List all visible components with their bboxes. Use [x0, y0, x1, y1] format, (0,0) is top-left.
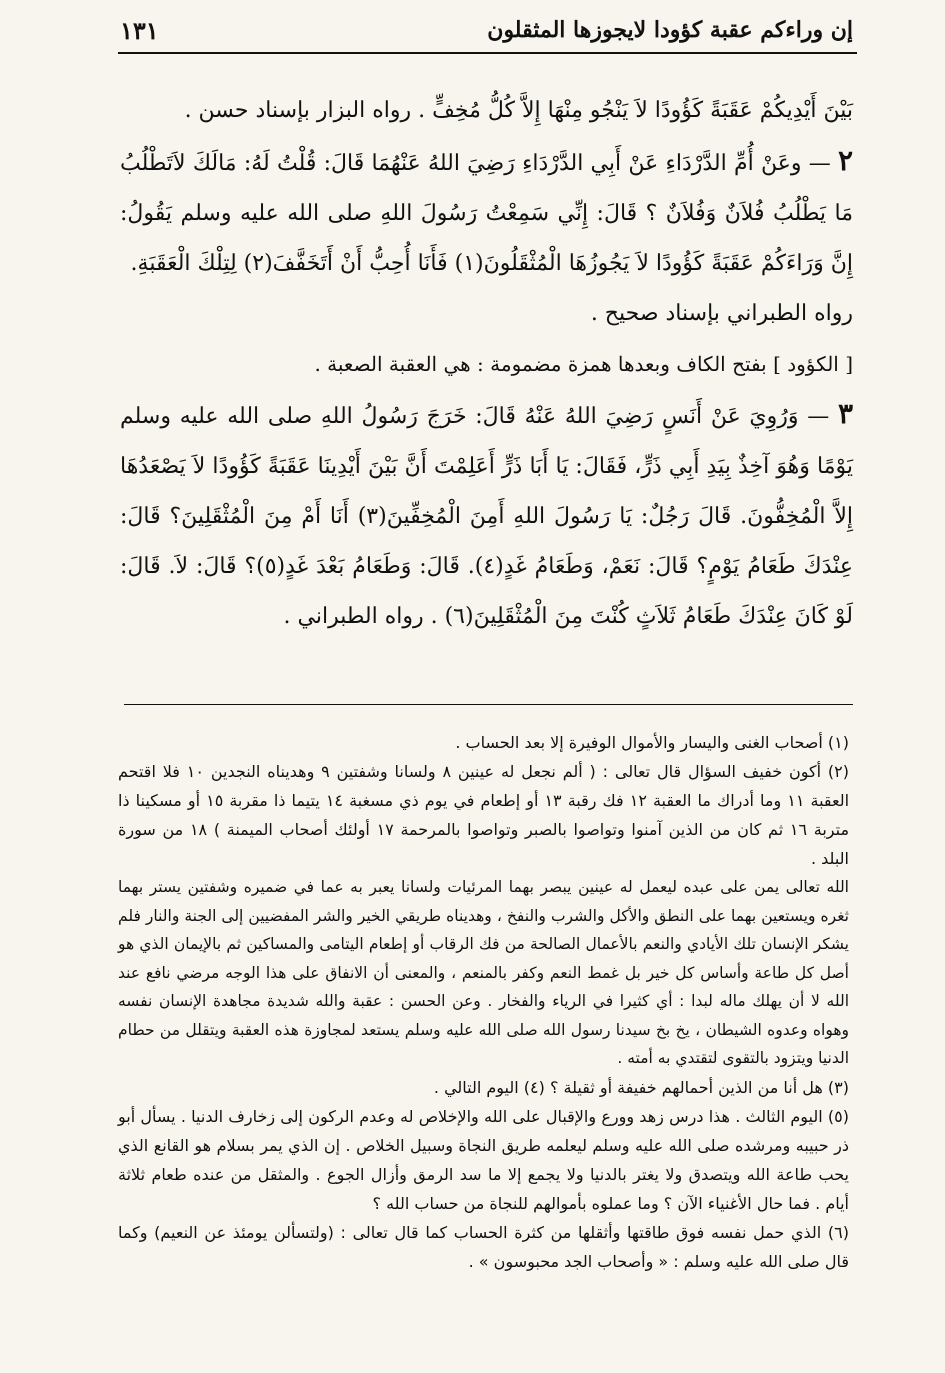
page-header: [120, 12, 853, 48]
footnote-1: (١) أصحاب الغنى واليسار والأموال الوفيرة إلا بعد الحساب .: [455, 733, 849, 752]
footnote-rule: [124, 704, 853, 705]
footnote-6: (٦) الذي حمل نفسه فوق طاقتها وأثقلها من كثرة الحساب كما قال تعالى : (ولتسألن يومئذ عن النعيم) وكما قال صلى الله عليه وسلم : « وأصحاب الجد محبوسون » .: [118, 1222, 849, 1271]
header-rule: [118, 52, 857, 54]
hadith-number: ٣: [837, 397, 853, 430]
hadith-3: [120, 389, 853, 642]
footnote-2: (٢) أكون خفيف السؤال قال تعالى : ( ألم نجعل له عينين ٨ ولسانا وشفتين ٩ وهديناه النجدين ١٠ فلا اقتحم العقبة ١١ وما أدراك ما العقبة ١٢ فك رقبة ١٣ أو إطعام في يوم ذي مسغبة ١٤ يتيما ذا مقربة ١٥ أو مسكينا ذا متربة ١٦ ثم كان من الذين آمنوا وتواصوا بالصبر وتواصوا بالمرحمة ١٧ أولئك أصحاب الميمنة ) ١٨ من سورة البلد .: [118, 762, 850, 868]
page-number: ١٣١: [120, 15, 159, 45]
footnote-5: (٥) اليوم الثالث . هذا درس زهد وورع والإقبال على الله والإخلاص له وعدم الركون إلى زخارف الدنيا . يسأل أبو ذر حبيبه ومرشده صلى الله عليه وسلم ليعلمه طريق النجاة وسبيل الخلاص . إن الذي يمر بسلام هو القانع الذي يحب طاعة الله ويتصدق ولا يغتر بالدنيا ولا يجمع إلا ما سد الرمق وأزال الجوع . والمثقل من عنده طعام ثلاثة أيام . فما حال الأغنياء الآن ؟ وما عملوه بأموالهم للنجاة من حساب الله ؟: [118, 1106, 849, 1213]
hadith-2: [120, 136, 853, 289]
footnotes: [118, 728, 849, 1276]
main-text: [120, 86, 853, 642]
footnote-commentary: الله تعالى يمن على عبده ليعمل له عينين يبصر بهما المرئيات ولسانا يعبر به عما في ضميره وشفتين يستر بهما ثغره ويستعين بهما على النطق والأكل والشرب والنفخ ، وهديناه طريقي الخير والشر المفضيين إلى الجنة والنار فلم يشكر الإنسان تلك الأيادي والنعم بالأعمال الصالحة من فك الرقاب أو إطعام اليتامى والمساكين ثم بالإيمان الذي هو أصل كل طاعة وأساس كل خير بل غمط النعم وكفر بالمنعم ، والمعنى أن الانفاق على هذا الوجه مرضي نافع عند الله لا أن يهلك ماله لبدا : أي كثيرا في الرياء والفخار . وعن الحسن : عقبة والله شديدة مجاهدة الإنسان نفسه وهواه وعدوه الشيطان ، يخ بخ سيدنا رسول الله صلى الله عليه وسلم يستعد لمجاوزة هذه العقبة ويتقلل من حطام الدنيا ويتزود بالتقوى لتقتدي به أمته .: [118, 878, 849, 1067]
hadith-number: ٢: [837, 144, 853, 177]
hadith-text: — وَرُوِيَ عَنْ أَنَسٍ رَضِيَ اللهُ عَنْهُ قَالَ: خَرَجَ رَسُولُ اللهِ صلى الله عليه وسلم يَوْمًا وَهُوَ آخِذٌ بِيَدِ أَبِي ذَرٍّ، فَقَالَ: يَا أَبَا ذَرٍّ أَعَلِمْتَ أَنَّ بَيْنَ أَيْدِينَا عَقَبَةً كَؤُودًا لاَ يَصْعَدُهَا إِلاَّ الْمُخِفُّونَ. قَالَ رَجُلٌ: يَا رَسُولَ اللهِ أَمِنَ الْمُخِفِّينَ(٣) أَنَا أَمْ مِنَ الْمُثْقَلِينَ؟ قَالَ: عِنْدَكَ طَعَامُ يَوْمٍ؟ قَالَ: نَعَمْ، وَطَعَامُ غَدٍ(٤). قَالَ: وَطَعَامُ بَعْدَ غَدٍ(٥)؟ قَالَ: لاَ. قَالَ: لَوْ كَانَ عِنْدَكَ طَعَامُ ثَلاَثٍ كُنْتَ مِنَ الْمُثْقَلِينَ(٦) . رواه الطبراني .: [120, 404, 854, 629]
footnote-3-4: (٣) هل أنا من الذين أحمالهم خفيفة أو ثقيلة ؟ (٤) اليوم التالي .: [433, 1077, 849, 1097]
hadith-text: — وعَنْ أُمِّ الدَّرْدَاءِ عَنْ أَبِي الدَّرْدَاءِ رَضِيَ اللهُ عَنْهُمَا قَالَ: قُلْتُ لَهُ: مَالَكَ لاَتَطْلُبُ مَا يَطْلُبُ فُلاَنٌ وَفُلاَنٌ ؟ قَالَ: إِنِّي سَمِعْتُ رَسُولَ اللهِ صلى الله عليه وسلم يَقُولُ: إِنَّ وَرَاءَكُمْ عَقَبَةً كَؤُودًا لاَ يَجُوزُهَا الْمُثْقَلُونَ(١) فَأَنَا أُحِبُّ أَنْ أَتَخَفَّفَ(٢) لِتِلْكَ الْعَقَبَةِ.: [120, 151, 853, 276]
hadith-source: رواه الطبراني بإسناد صحيح .: [590, 301, 853, 326]
continued-hadith-line: بَيْنَ أَيْدِيكُمْ عَقَبَةً كَؤُودًا لاَ يَنْجُو مِنْهَا إِلاَّ كُلُّ مُخِفٍّ . رواه البزار بإسناد حسن .: [184, 98, 853, 123]
word-gloss: [ الكؤود ] بفتح الكاف وبعدها همزة مضمومة : هي العقبة الصعبة .: [314, 352, 853, 376]
running-title: إن وراءكم عقبة كؤودا لايجوزها المثقلون: [487, 17, 853, 43]
